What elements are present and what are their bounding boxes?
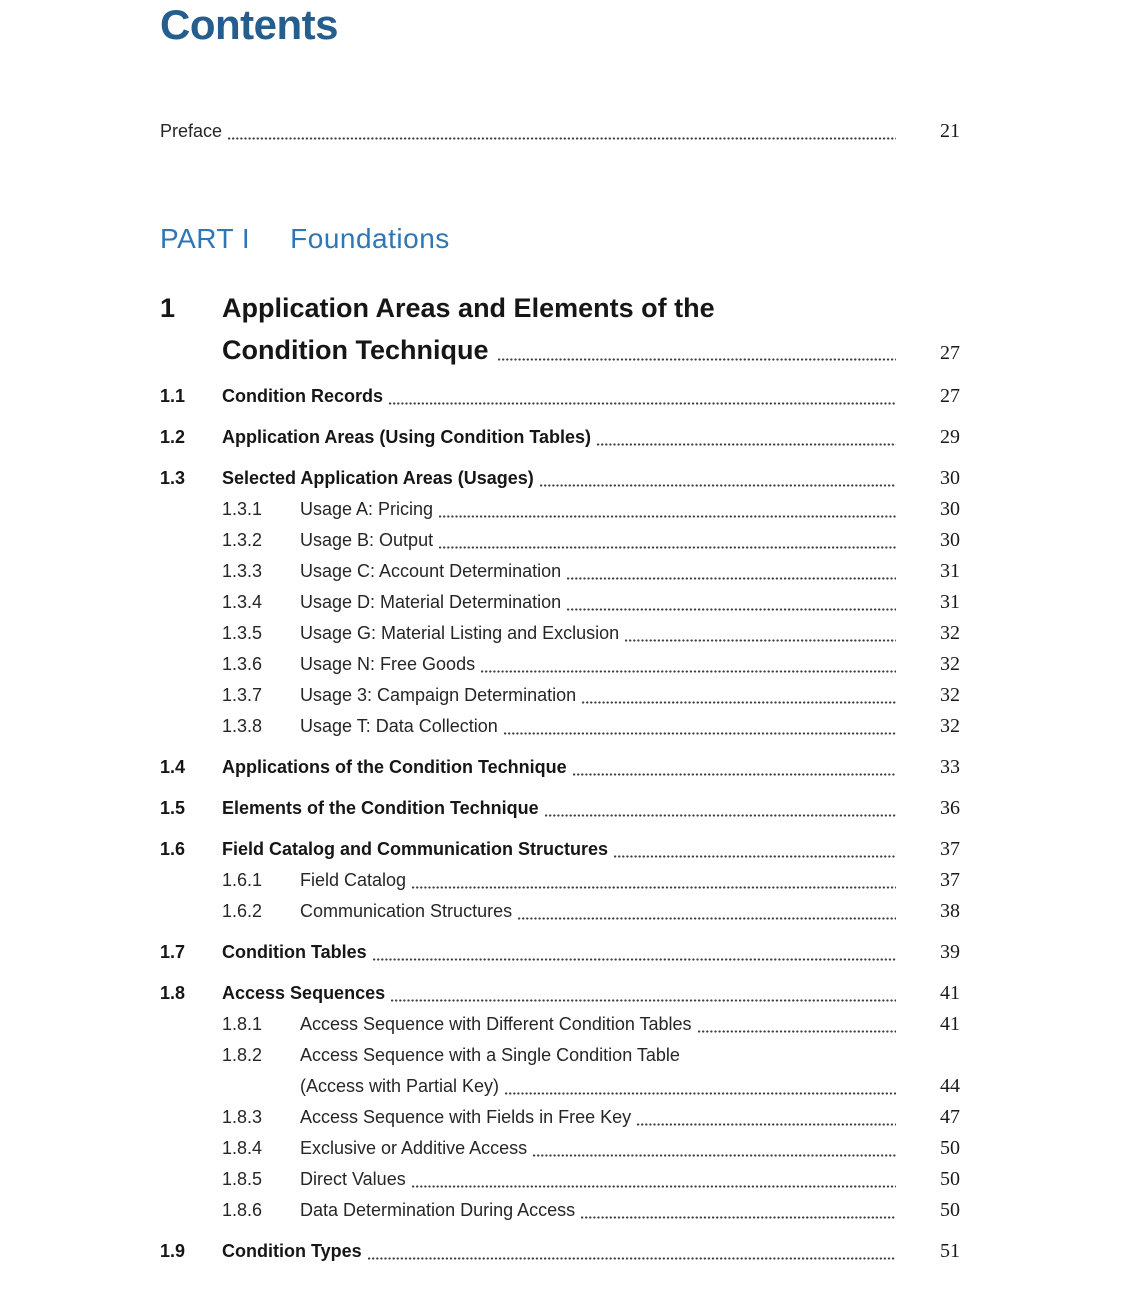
dot-leader	[540, 484, 896, 487]
entry-title: Direct Values	[300, 1169, 406, 1189]
dot-leader	[498, 358, 896, 361]
page-number: 32	[940, 715, 960, 737]
toc-row	[160, 711, 960, 742]
entry-number: 1.8.5	[222, 1169, 263, 1189]
toc-row	[160, 1102, 960, 1133]
toc-row	[160, 896, 960, 927]
dot-leader	[567, 608, 896, 611]
entry-title: Usage G: Material Listing and Exclusion	[300, 623, 620, 643]
entry-number: 1.3.6	[222, 654, 263, 674]
page-number: 31	[940, 591, 960, 613]
page-number: 38	[940, 900, 960, 922]
entry-title: Usage D: Material Determination	[300, 592, 562, 612]
toc-row	[160, 1040, 960, 1102]
page-number: 36	[940, 797, 960, 819]
toc-row	[160, 865, 960, 896]
entry-title: Usage A: Pricing	[300, 499, 434, 519]
dot-leader	[567, 577, 896, 580]
entry-title: Access Sequence with Different Condition Tables	[300, 1014, 692, 1034]
entry-title: Usage T: Data Collection	[300, 716, 498, 736]
toc-row	[160, 587, 960, 618]
page-title: Contents	[160, 1, 338, 48]
entry-number: 1.4	[160, 757, 186, 777]
toc-row	[160, 422, 960, 453]
dot-leader	[625, 639, 896, 642]
toc-row	[160, 494, 960, 525]
toc-row	[160, 556, 960, 587]
toc-row	[160, 1164, 960, 1195]
page-number: 50	[940, 1137, 960, 1159]
entry-title-continued: (Access with Partial Key)	[300, 1076, 500, 1096]
entry-number: 1.3.4	[222, 592, 263, 612]
entry-number: 1.1	[160, 386, 186, 406]
entry-number: 1.2	[160, 427, 186, 447]
entry-number: 1.6.1	[222, 870, 263, 890]
entry-title: Field Catalog	[300, 870, 407, 890]
page-number: 37	[940, 838, 960, 860]
page-number: 32	[940, 684, 960, 706]
page-number: 37	[940, 869, 960, 891]
entry-title: Selected Application Areas (Usages)	[222, 468, 534, 488]
entry-title: Usage N: Free Goods	[300, 654, 476, 674]
entry-title: Usage C: Account Determination	[300, 561, 562, 581]
dot-leader	[439, 546, 896, 549]
entry-number: 1.8	[160, 983, 186, 1003]
dot-leader	[533, 1154, 896, 1157]
dot-leader	[504, 732, 896, 735]
page-number: 33	[940, 756, 960, 778]
toc-row	[160, 618, 960, 649]
toc-row	[160, 978, 960, 1009]
page-number: 50	[940, 1199, 960, 1221]
dot-leader	[518, 917, 896, 920]
entry-number: 1.3.7	[222, 685, 263, 705]
entry-title: Elements of the Condition Technique	[222, 798, 539, 818]
page-number: 39	[940, 941, 960, 963]
dot-leader	[391, 999, 896, 1002]
entry-number: 1.8.2	[222, 1045, 263, 1065]
entry-title: Preface	[160, 121, 223, 141]
toc-row	[160, 1009, 960, 1040]
entry-title: Usage 3: Campaign Determination	[300, 685, 577, 705]
entry-number: 1.3.3	[222, 561, 263, 581]
entry-title: Communication Structures	[300, 901, 513, 921]
entry-number: 1.9	[160, 1241, 186, 1261]
entry-number: 1.3.8	[222, 716, 263, 736]
page-number: 30	[940, 529, 960, 551]
toc-row	[160, 680, 960, 711]
chapter-title-block	[222, 287, 960, 371]
page-number: 50	[940, 1168, 960, 1190]
toc-row	[160, 793, 960, 824]
toc-row	[160, 834, 960, 865]
dot-leader	[228, 137, 896, 140]
page-number: 27	[940, 342, 960, 364]
entry-number: 1.3.2	[222, 530, 263, 550]
dot-leader	[637, 1123, 896, 1126]
toc-row	[160, 1236, 960, 1267]
page-number: 32	[940, 622, 960, 644]
part-label: PART I	[160, 223, 251, 254]
toc-row	[160, 463, 960, 494]
dot-leader	[389, 402, 896, 405]
entry-title: Field Catalog and Communication Structures	[222, 839, 609, 859]
chapter-title-line2-row	[222, 329, 960, 371]
entry-number: 1.8.1	[222, 1014, 263, 1034]
page-number: 47	[940, 1106, 960, 1128]
toc-row	[160, 937, 960, 968]
toc-row	[160, 1195, 960, 1226]
entry-number: 1.3	[160, 468, 186, 488]
entry-title: Data Determination During Access	[300, 1200, 576, 1220]
dot-leader	[439, 515, 896, 518]
entry-number: 1.8.3	[222, 1107, 263, 1127]
chapter-title-line1: Application Areas and Elements of the	[222, 293, 715, 323]
toc-row-preface	[160, 116, 960, 147]
chapter-heading	[160, 287, 960, 371]
dot-leader	[373, 958, 896, 961]
dot-leader	[597, 443, 896, 446]
page-number: 51	[940, 1240, 960, 1262]
entry-number: 1.3.1	[222, 499, 263, 519]
entry-number: 1.8.6	[222, 1200, 263, 1220]
part-title: Foundations	[290, 223, 450, 254]
page-number: 32	[940, 653, 960, 675]
dot-leader	[573, 773, 896, 776]
entry-title: Access Sequences	[222, 983, 386, 1003]
part-heading	[160, 219, 960, 259]
dot-leader	[545, 814, 896, 817]
page-number: 30	[940, 498, 960, 520]
entry-title: Access Sequence with Fields in Free Key	[300, 1107, 632, 1127]
entry-title: Access Sequence with a Single Condition Table	[300, 1045, 680, 1065]
entry-title: Application Areas (Using Condition Tables)	[222, 427, 592, 447]
entry-number: 1.3.5	[222, 623, 263, 643]
dot-leader	[505, 1092, 896, 1095]
dot-leader	[582, 701, 896, 704]
toc-row	[160, 1133, 960, 1164]
chapter-title-line2: Condition Technique	[222, 335, 489, 365]
page-number: 21	[940, 120, 960, 142]
page-number: 27	[940, 385, 960, 407]
dot-leader	[412, 886, 896, 889]
entry-title: Condition Types	[222, 1241, 362, 1261]
entry-title: Exclusive or Additive Access	[300, 1138, 528, 1158]
entry-title: Usage B: Output	[300, 530, 434, 550]
entry-number: 1.5	[160, 798, 186, 818]
sections-list	[160, 381, 960, 1267]
page-number: 44	[940, 1075, 960, 1097]
toc-row	[160, 525, 960, 556]
entry-title: Applications of the Condition Technique	[222, 757, 567, 777]
entry-title: Condition Tables	[222, 942, 367, 962]
page-number: 29	[940, 426, 960, 448]
entry-number: 1.8.4	[222, 1138, 263, 1158]
toc-row	[160, 649, 960, 680]
dot-leader	[412, 1185, 896, 1188]
dot-leader	[614, 855, 896, 858]
page-number: 30	[940, 467, 960, 489]
dot-leader	[581, 1216, 896, 1219]
entry-title: Condition Records	[222, 386, 383, 406]
toc-row	[160, 752, 960, 783]
page-number: 31	[940, 560, 960, 582]
page-number: 41	[940, 1013, 960, 1035]
page-number: 41	[940, 982, 960, 1004]
dot-leader	[481, 670, 896, 673]
dot-leader	[698, 1030, 896, 1033]
entry-number: 1.6	[160, 839, 186, 859]
toc-row	[160, 381, 960, 412]
entry-number: 1.6.2	[222, 901, 263, 921]
entry-number: 1.7	[160, 942, 186, 962]
chapter-number: 1	[160, 293, 176, 323]
dot-leader	[368, 1257, 896, 1260]
